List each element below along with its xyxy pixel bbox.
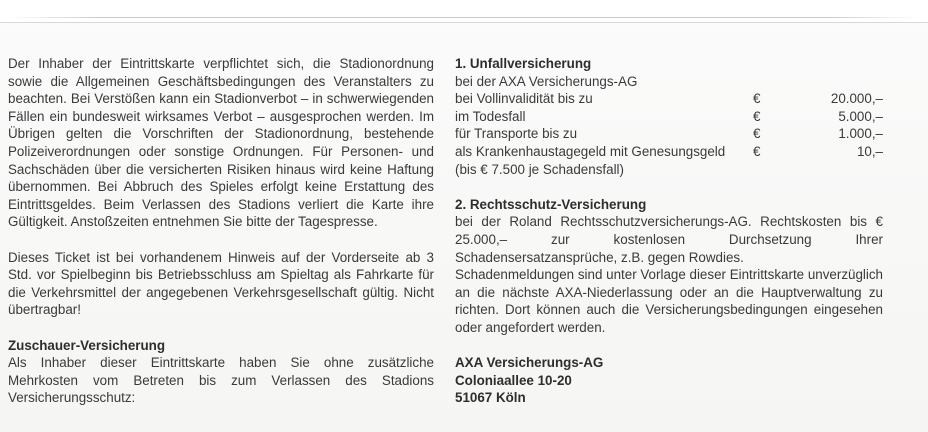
terms-paragraph: Der Inhaber der Eintrittskarte verpflichtet sich, die Stadionordnung sowie die Allgemeinen Geschäftsbedingungen des Veranstalters zu beachten. Bei Verstößen kann ein Stadionverbot – in schwerwiegenden Fällen ein bundesweit wirksames Verbot – ausgesprochen werden. Im Übrigen gelten die Vorschriften der Stadionordnung, bestehende Polizeiverordnungen oder sonstige Ordnungen. Für Personen- und Sachschäden über die versicherten Risiken hinaus wird keine Haftung übernommen. Bei Abbruch des Spieles erfolgt keine Erstattung des Eintrittsgeldes. Beim Verlassen des Stadions verliert die Karte ihre Gültigkeit. Anstoßzeiten entnehmen Sie bitte der Tagespresse. xyxy=(8,56,434,230)
right-column xyxy=(455,55,883,407)
left-column xyxy=(8,55,434,407)
amount-currency: € xyxy=(753,91,761,107)
amount-value: 5.000,– xyxy=(838,108,883,124)
address-street: Coloniaallee 10-20 xyxy=(455,372,572,388)
insurance-heading: Zuschauer-Versicherung xyxy=(8,337,166,353)
address-city: 51067 Köln xyxy=(455,390,526,406)
legal-heading: 2. Rechtsschutz-Versicherung xyxy=(455,196,647,212)
address-name: AXA Versicherungs-AG xyxy=(455,355,604,371)
amount-value: 20.000,– xyxy=(830,91,883,107)
paper-crease xyxy=(10,17,918,18)
amount-currency: € xyxy=(753,143,761,159)
insurance-text: Als Inhaber dieser Eintrittskarte haben Sie ohne zusätzliche Mehrkosten vom Betreten bis zum Verlassen des Stadions Versicherungsschutz: xyxy=(8,355,434,406)
amount-row xyxy=(455,108,883,126)
accident-heading: 1. Unfallversicherung xyxy=(455,56,592,71)
amount-row xyxy=(455,90,883,108)
amount-label: als Krankenhaustagegeld mit Genesungsgeld xyxy=(455,143,726,159)
ticket-tear-edge xyxy=(0,0,928,23)
amount-currency: € xyxy=(753,126,761,142)
amount-label: bei Vollinvalidität bis zu xyxy=(455,91,593,107)
amount-label: für Transporte bis zu xyxy=(455,126,578,142)
accident-note: (bis € 7.500 je Schadensfall) xyxy=(455,161,624,177)
claims-text: Schadenmeldungen sind unter Vorlage dieser Eintrittskarte unverzüglich an die nächste AXA-Niederlassung oder an die Hauptverwaltung zu richten. Dort können auch die Versicherungsbedingungen eingesehen oder angefordert werden. xyxy=(455,267,884,335)
amount-value: 1.000,– xyxy=(838,126,883,142)
accident-intro: bei der AXA Versicherungs-AG xyxy=(455,73,638,89)
transport-paragraph: Dieses Ticket ist bei vorhandenem Hinweis auf der Vorderseite ab 3 Std. vor Spielbeginn bis Betriebsschluss am Spieltag als Fahrkarte für die Verkehrsmittel der angegebenen Verkehrsgesellschaft gültig. Nicht übertragbar! xyxy=(8,249,434,318)
legal-text: bei der Roland Rechtsschutzversicherungs-AG. Rechtskosten bis € 25.000,– zur kostenlosen Durchsetzung Ihrer Schadensersatzansprüche, z.B. gegen Rowdies. xyxy=(455,214,883,265)
amount-row xyxy=(455,143,883,161)
amount-currency: € xyxy=(753,108,761,124)
amount-row xyxy=(455,125,883,143)
amount-value: 10,– xyxy=(856,143,883,159)
amount-label: im Todesfall xyxy=(455,108,526,124)
